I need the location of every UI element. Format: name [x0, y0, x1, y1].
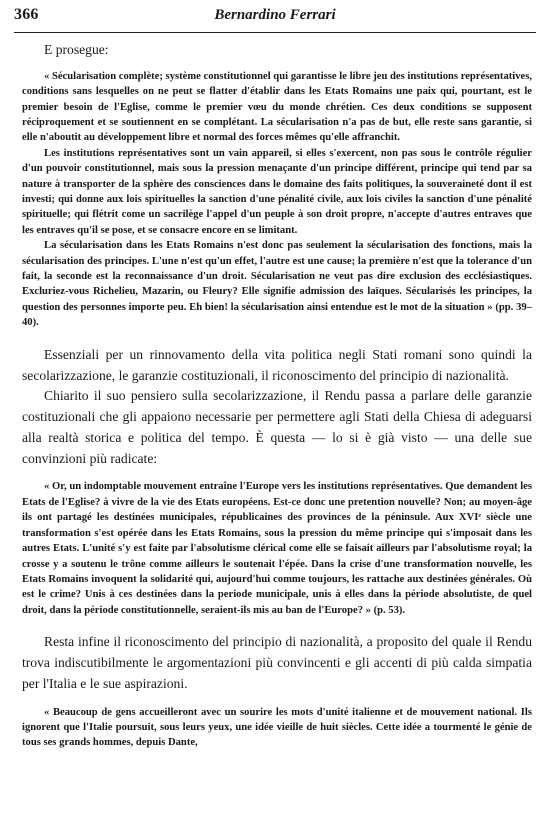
body-paragraph-3: Resta infine il riconoscimento del principio di nazionalità, a proposito del quale il Rendu trova indiscutibilmente le argomentazioni più convincenti e gli accenti di più calda simpatia per l'Italia e le sue aspirazioni.	[22, 634, 532, 691]
quote-paragraph-2: Les institutions représentatives sont un vain appareil, si elles s'exercent, non pas sous le contrôle régulier d'un pouvoir constitutionnel, mais sous la pression menaçante d'un principe différent, principe qui tend par sa nature à transporter de la sphère des consciences dans le domaine des faits politiques, la souveraineté dont il est investi; qui donne aux lois spirituelles la sanction d'une pénalité civile, aux lois civiles la sanction d'une pénalité spirituelle; qui flétrit come un sacrilège l'appel d'un peuple à son droit propre, n'accepte d'autres entraves que les entraves qu'il se pose, et se consacre encore en se limitant.	[22, 147, 532, 236]
quote-paragraph-4: « Or, un indomptable mouvement entraîne l'Europe vers les institutions représentatives. Que demandent les Etats de l'Eglise? à vivre de la vie des Etats européens. Est-ce donc une pretention nouvelle? Non; au moyen-âge ils ont partagé les destinées municipales, républicaines des provinces de la péninsule. Aux XVIᵉ siècle une transformation s'est opérée dans les Etats Romains, sous la pression du même principe qui s'imposait dans les autres Etats. L'unité s'y est faite par l'absolutisme clérical come elle se faisait ailleurs par l'absolutisme royal; la crosse y a soutenu le trône comme ailleurs le soutenait l'épée. Dans la crise d'une transformation nouvelle, les Etats Romains invoquent la solidarité qui, aujourd'hui comme toujours, les rattache aux destinées générales. Où est le crime? Unis à ces destinées dans la periode municipale, unis à elles dans la période absolutiste, de quel droit, dans la période constitutionnelle, seraient-ils mis au ban de l'Europe? » (p. 53).	[22, 481, 532, 616]
page-body	[22, 40, 532, 751]
spacer	[22, 618, 532, 632]
running-header	[14, 6, 536, 33]
quote-paragraph-3: La sécularisation dans les Etats Romains n'est donc pas seulement la sécularisation des fonctions, mais la sécularisation des principes. L'une n'est qu'un effet, l'autre est une cause; la première n'est que la tolerance d'un fait, la seconde est la reconnaissance d'un droit. Sécularisation ne veut pas dire exclusion des ecclésiastiques. Excluriez-vous Richelieu, Mazarin, ou Fleury? Elle signifie admission des laïques. Sécularisés les principes, la question des personnes importe peu. Eh bien! la sécularisation ainsi entendue est le mot de la situation » (pp. 39–40).	[22, 240, 532, 329]
quote-paragraph-1: « Sécularisation complète; système constitutionnel qui garantisse le libre jeu des institutions représentatives, conditions sans lesquelles on ne peut se flatter d'établir dans les Etats Romains une paix qui, pourtant, est le premier besoin de l'Eglise, comme le premier vœu du monde chrétien. Ces deux conditions se supposent réciproquement et se soutiennent en se complétant. La sécularisation n'a pas de but, elle reste sans garantie, si elle n'aboutit au développement libre et normal des forces mêmes qu'elle affranchit.	[22, 70, 532, 144]
page-number: 366	[14, 6, 39, 23]
running-title: Bernardino Ferrari	[214, 7, 336, 23]
spacer	[22, 469, 532, 479]
spacer	[22, 695, 532, 705]
body-paragraph-2: Chiarito il suo pensiero sulla secolarizzazione, il Rendu passa a parlare delle garanzie costituzionali che gli appaiono necessarie per permettere agli Stati della Chiesa di adeguarsi alla realtà storica e politica del tempo. È questa — lo si è già visto — una delle sue convinzioni più radicate:	[22, 388, 532, 466]
body-paragraph-1: Essenziali per un rinnovamento della vita politica negli Stati romani sono quindi la secolarizzazione, le garanzie costituzionali, il riconoscimento del principio di nazionalità.	[22, 346, 532, 383]
intro-line: E prosegue:	[44, 42, 109, 57]
quote-paragraph-5: « Beaucoup de gens accueilleront avec un sourire les mots d'unité italienne et de mouvement national. Ils ignorent que l'Italie poursuit, sous leurs yeux, une idée vieille de huit siècles. Cette idée a tourmenté le génie de tous ses grands hommes, depuis Dante,	[22, 706, 532, 749]
spacer	[22, 331, 532, 345]
